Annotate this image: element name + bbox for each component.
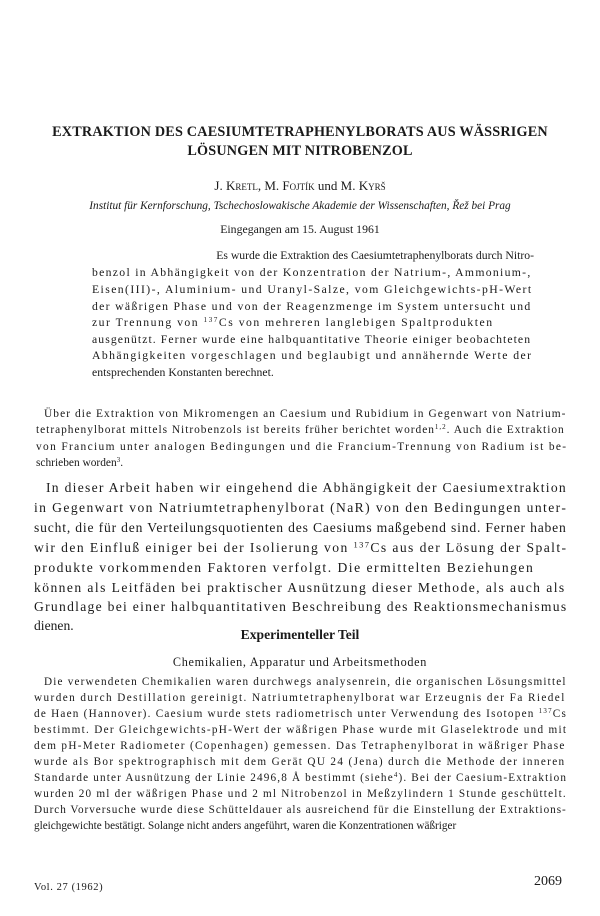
journal-volume: Vol. 27 (1962)	[34, 882, 104, 893]
paragraph-line: In dieser Arbeit haben wir eingehend die Abhängigkeit der Caesiumextraktion	[46, 480, 567, 495]
author-2: M. Fojtík	[264, 178, 315, 193]
paragraph-text: Cs	[552, 708, 568, 720]
section-heading: Experimenteller Teil	[240, 627, 360, 642]
paragraph-line: wurde als Bor spektrographisch mit dem Gerät QU 24 (Jena) durch die Methode der inneren	[34, 756, 566, 768]
paragraph-text: schrieben worden	[36, 457, 117, 469]
paragraph-text: ). Bei der Caesium-Extraktion	[398, 772, 568, 784]
paragraph-text: . Auch die Extraktion	[446, 424, 565, 436]
abstract-line	[92, 316, 494, 329]
page-number: 2069	[534, 874, 562, 889]
isotope-mass-number: 137	[353, 539, 371, 550]
paragraph-text: Standarde unter Ausnützung der Linie 2496,8 Å bestimmt (siehe	[34, 772, 394, 784]
paragraph-line: Über die Extraktion von Mikromengen an Caesium und Rubidium in Gegenwart von Natrium-	[44, 408, 567, 420]
paragraph-line: Durch Vorversuche wurde diese Schütteldauer als ausreichend für die Einstellung der Extraktions-	[34, 804, 567, 816]
reference-marker: 4	[393, 771, 399, 780]
author-conjunction: und	[317, 178, 338, 193]
article-title-line-1: EXTRAKTION DES CAESIUMTETRAPHENYLBORATS AUS WÄSSRIGEN	[52, 124, 548, 140]
paragraph-text: tetraphenylborat mittels Nitrobenzols ist bereits früher berichtet worden	[36, 424, 435, 436]
abstract-line: entsprechenden Konstanten berechnet.	[92, 366, 274, 379]
author-1: J. Kretl,	[214, 178, 262, 193]
abstract-line: Abhängigkeiten vorgeschlagen und beglaubigt und annähernde Werte der	[92, 349, 533, 362]
paragraph-line: dienen.	[34, 618, 74, 633]
institute-affiliation: Institut für Kernforschung, Tschechoslowakische Akademie der Wissenschaften, Řež bei Prag	[89, 200, 511, 212]
paragraph-line: produkte vorkommenden Faktoren verfolgt. Die ermittelten Beziehungen	[34, 560, 535, 575]
paragraph-line: bestimmt. Der Gleichgewichts-pH-Wert der wäßrigen Phase wurde mit Glaselektrode und mit	[34, 724, 568, 736]
paragraph-text: Cs aus der Lösung der Spalt-	[370, 540, 568, 555]
paragraph-line	[34, 772, 567, 784]
paragraph-line: Grundlage bei einer halbquantitativen Beschreibung des Reaktionsmechanismus	[34, 599, 568, 614]
paragraph-line: Die verwendeten Chemikalien waren durchwegs analysenrein, die organischen Lösungsmittel	[44, 676, 567, 688]
paragraph-line: sucht, die für den Verteilungsquotienten des Caesiums maßgebend sind. Ferner haben	[34, 520, 567, 535]
paragraph-line: können als Leitfäden bei praktischer Ausnützung dieser Methode, als auch als	[34, 580, 566, 595]
abstract-line: ausgenützt. Ferner wurde eine halbquantitative Theorie einiger beobachteten	[92, 333, 532, 346]
isotope-mass-number: 137	[203, 316, 219, 325]
paragraph-text: .	[120, 457, 124, 469]
paragraph-line	[34, 540, 567, 556]
paragraph-line: wurden durch Destillation gereinigt. Natriumtetraphenylborat war Erzeugnis der Fa Riedel	[34, 692, 566, 704]
paragraph-line	[36, 457, 123, 469]
abstract-text: Cs von mehreren langlebigen Spaltprodukten	[218, 316, 494, 329]
paragraph-text: de Haen (Hannover). Caesium wurde stets radiometrisch unter Verwendung des Isotopen	[34, 708, 535, 720]
paragraph-line: gleichgewichte bestätigt. Solange nicht anders angeführt, waren die Konzentrationen wäßriger	[34, 820, 457, 832]
reference-marker: 1,2	[434, 423, 447, 432]
abstract-line: benzol in Abhängigkeit von der Konzentration der Natrium-, Ammonium-,	[92, 266, 532, 279]
paragraph-text: wir den Einfluß einiger bei der Isolierung von	[34, 540, 349, 555]
paragraph-line	[36, 424, 565, 436]
abstract-text: zur Trennung von	[92, 316, 200, 329]
paragraph-line	[34, 708, 567, 720]
paragraph-line: in Gegenwart von Natriumtetraphenylborat (NaR) von den Bedingungen unter-	[34, 500, 568, 515]
reference-marker: 3	[116, 456, 121, 465]
abstract-line: Eisen(III)-, Aluminium- und Uranyl-Salze, vom Gleichgewichts-pH-Wert	[92, 283, 533, 296]
author-3: M. Kyrš	[340, 178, 386, 193]
abstract-line: Es wurde die Extraktion des Caesiumtetraphenylborats durch Nitro-	[216, 249, 534, 262]
author-list	[0, 178, 600, 194]
article-title-line-2: LÖSUNGEN MIT NITROBENZOL	[187, 143, 413, 159]
isotope-mass-number: 137	[538, 707, 553, 716]
paragraph-line: von Francium unter analogen Bedingungen und die Francium-Trennung von Radium ist be-	[36, 441, 568, 453]
received-date: Eingegangen am 15. August 1961	[220, 222, 380, 236]
abstract-line: der wäßrigen Phase und von der Reagenzmenge im System untersucht und	[92, 300, 532, 313]
paragraph-line: dem pH-Meter Radiometer (Copenhagen) gemessen. Das Tetraphenylborat in wäßriger Phase	[34, 740, 566, 752]
paragraph-line: wurden 20 ml der wäßrigen Phase und 2 ml Nitrobenzol in Meßzylindern 1 Stunde geschüttelt.	[34, 788, 567, 800]
subsection-heading: Chemikalien, Apparatur und Arbeitsmethoden	[172, 655, 428, 669]
